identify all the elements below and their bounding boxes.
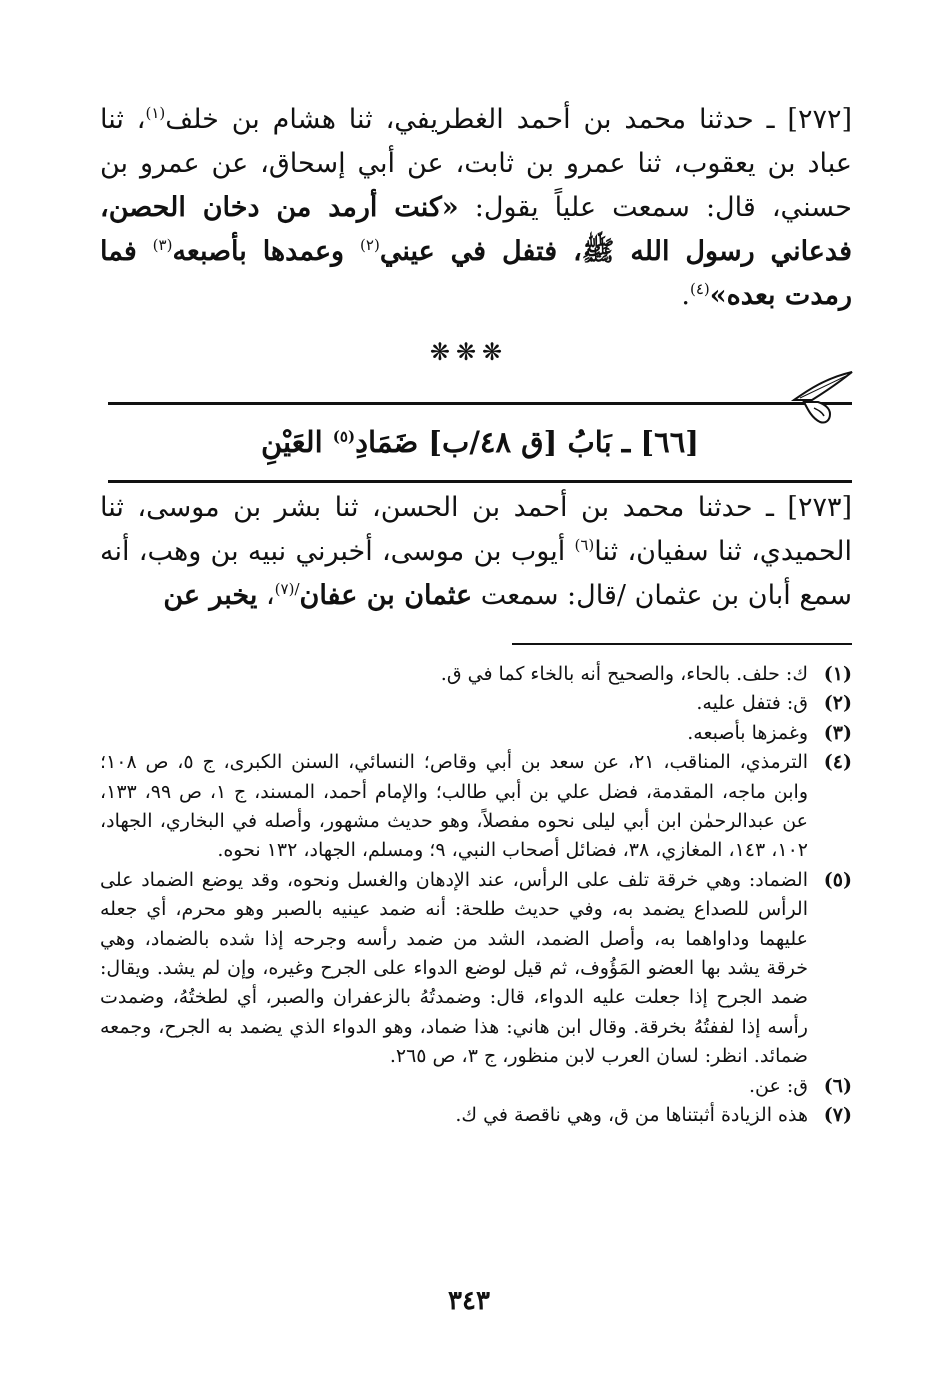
footnote-4 [100,748,852,866]
hadith-273-text: [٢٧٣] ـ حدثنا محمد بن أحمد بن الحسن، ثنا بشر بن موسى، ثنا الحميدي، ثنا سفيان، ثنا [100,492,853,567]
footnote-number: (٦) [823,1074,852,1097]
footnote-number: (٤) [823,751,852,774]
footnote-number: (٥) [823,868,852,891]
hadith-273-continues: يخبر عن [163,580,258,611]
footnote-number: (١) [823,663,852,685]
chapter-heading [108,416,852,468]
hadith-273-comma: ، [257,580,275,611]
footnote-5 [100,866,852,1072]
footnote-text: الضماد: وهي خرقة تلف على الرأس، عند الإدهان والغسل ونحوه، وقد يوضع الضماد على الرأس للصداع يضمد به، وفي حديث طلحة: أنه ضمد عينيه بالصبر وهو محرم، أي جعله عليهما وداواهما به، وأصل الضمد، الشد من ضمد رأسه وجرحه إذا شده بالضماد، وهي خرقة يشد بها العضو المَؤُوف، ثم قيل لوضع الدواء على الجرح وغيره، وإن لم يشد. ويقال: ضمد الجرح إذا جعلت عليه الدواء، قال: وضمدتُهُ بالزعفران والصبر، أي لطختُهُ، وضمدت رأسه إذا لففتُهُ بخرقة. وقال ابن هاني: هذا ضماد، وهو الدواء الذي يضمد به الجرح، وجمعه ضمائد. انظر: لسان العرب لابن منظور، ج ٣، ص ٢٦٥. [100,868,808,1068]
chapter-top-rule [108,402,852,405]
footnote-text: ك: حلف. بالحاء، والصحيح أنه بالخاء كما في ق. [440,663,808,685]
hadith-272-quote-cont: وعمدها بأصبعه [172,236,361,267]
footnote-7 [100,1101,852,1130]
chapter-title-end: العَيْنِ [260,425,333,459]
footnote-ref-6: (٦) [574,536,595,554]
footnote-2 [100,689,852,718]
chapter-title: [٦٦] ـ بَابُ [ق ٤٨/ب] ضَمَادِ [355,425,700,459]
hadith-272-paragraph [100,98,852,318]
footnote-text: الترمذي، المناقب، ٢١، عن سعد بن أبي وقاص؛ النسائي، السنن الكبرى، ج ٥، ص ١٠٨؛ وابن ماجه، المقدمة، فضل علي بن أبي طالب؛ والإمام أحمد، المسند، ج ١، ص ٩٩، ١٣٣، عن عبدالرحمٰن ابن أبي ليلى نحوه مفصلاً، وهو حديث مشهور، وأصله في البخاري، الجهاد، ١٠٢، ١٤٣، المغازي، ٣٨، فضائل أصحاب النبي، ٩؛ ومسلم، الجهاد، ١٣٢ نحوه. [100,751,809,862]
hadith-272-quote-end: فما رمدت بعده» [100,236,852,311]
footnotes-section [100,660,852,1131]
hadith-272-quote: «كنت أرمد من دخان الحصن، فدعاني رسول الله ﷺ، فتفل في عيني [100,192,852,267]
page-number: ٣٤٣ [448,1286,490,1316]
hadith-272-period: . [681,280,690,311]
footnote-number: (٧) [823,1104,852,1127]
hadith-273-text-cont: أيوب بن موسى، أخبرني نبيه بن وهب، أنه سمع أبان بن عثمان /قال: سمعت [100,536,852,611]
footnote-6 [100,1072,852,1101]
footnote-ref-5: (٥) [332,427,356,446]
footnote-text: ق: فتفل عليه. [696,692,808,715]
hadith-272-text-cont: ، ثنا عباد بن يعقوب، ثنا عمرو بن ثابت، عن أبي إسحاق، عن عمرو بن حسني، قال: سمعت علياً يقول: [100,104,852,223]
footnote-separator [512,643,852,645]
footnote-ref-4: (٤) [689,280,710,298]
footnote-ref-7: /(٧) [274,580,300,598]
hadith-273-paragraph [100,486,852,618]
footnote-ref-1: (١) [145,104,166,122]
section-separator-stars: ❋❋❋ [429,338,509,366]
footnote-text: وغمزها بأصبعه. [687,721,808,744]
footnote-number: (٣) [823,721,852,744]
footnote-3 [100,719,852,748]
hadith-272-text: [٢٧٢] ـ حدثنا محمد بن أحمد الغطريفي، ثنا هشام بن خلف [165,104,852,135]
hadith-273-narrator: عثمان بن عفان [299,580,473,611]
footnote-1 [100,660,852,689]
chapter-bottom-rule [108,480,852,483]
footnote-ref-2: (٢) [360,236,380,254]
footnote-ref-3: (٣) [152,236,173,254]
footnote-text: ق: عن. [748,1074,808,1097]
footnote-number: (٢) [823,692,852,715]
footnote-text: هذه الزيادة أثبتناها من ق، وهي ناقصة في ك. [455,1104,808,1127]
